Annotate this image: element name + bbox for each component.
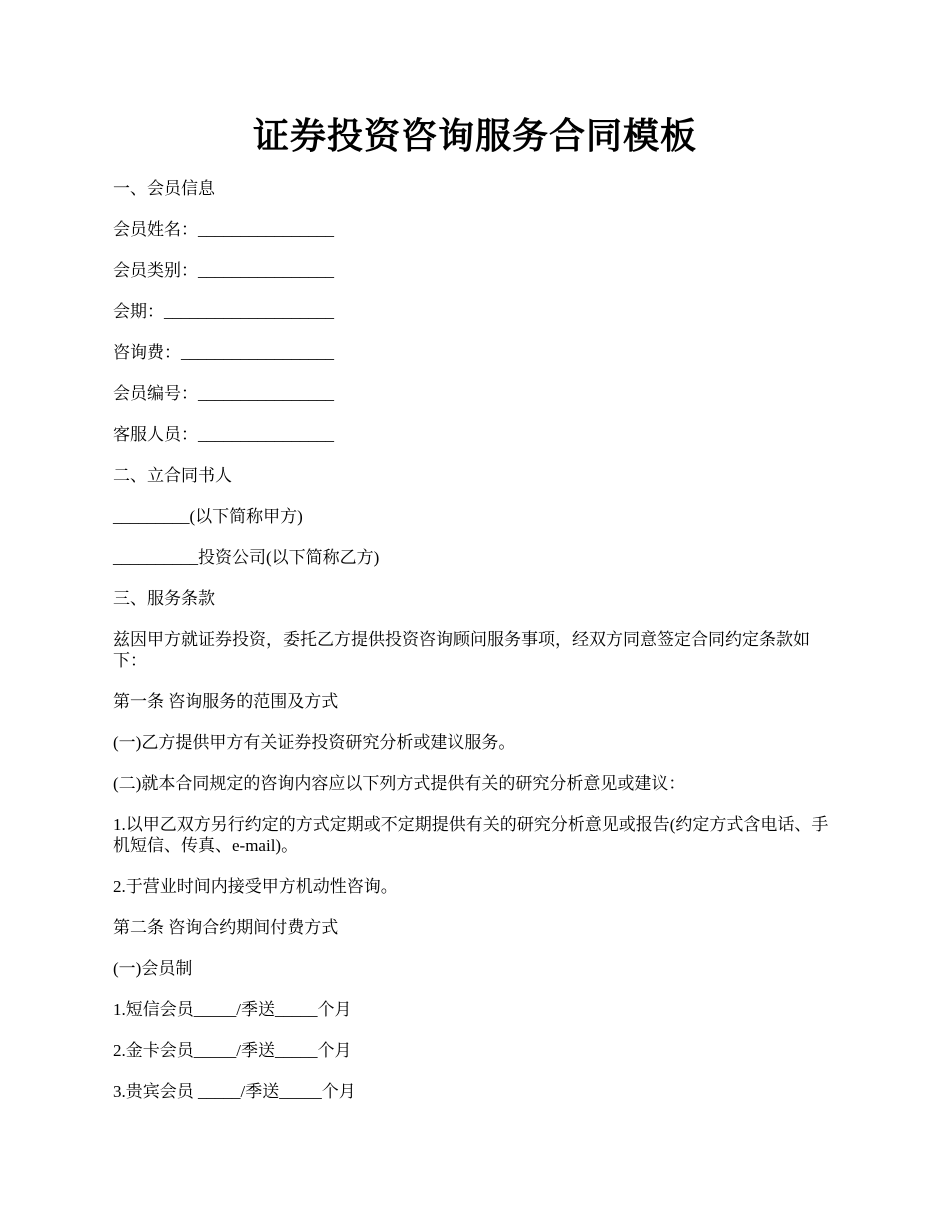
article-1-item-2: (二)就本合同规定的咨询内容应以下列方式提供有关的研究分析意见或建议： <box>113 774 686 793</box>
field-membership-period: 会期：____________________ <box>113 302 334 321</box>
service-terms-intro: 兹因甲方就证券投资，委托乙方提供投资咨询顾问服务事项，经双方同意签定合同约定条款如下： <box>113 630 810 670</box>
article-1-item-2-sub-1: 1.以甲乙双方另行约定的方式定期或不定期提供有关的研究分析意见或报告(约定方式含电话、手机短信、传真、e-mail)。 <box>113 815 829 855</box>
party-a-line: _________(以下简称甲方) <box>113 507 303 526</box>
membership-vip: 3.贵宾会员 _____/季送_____个月 <box>113 1082 356 1101</box>
field-customer-service: 客服人员：________________ <box>113 425 334 444</box>
section-heading-parties: 二、立合同书人 <box>113 466 232 485</box>
article-1-heading: 第一条 咨询服务的范围及方式 <box>113 692 339 711</box>
article-2-heading: 第二条 咨询合约期间付费方式 <box>113 918 339 937</box>
article-1-item-2-sub-2: 2.于营业时间内接受甲方机动性咨询。 <box>113 877 398 896</box>
section-heading-service-terms: 三、服务条款 <box>113 589 215 608</box>
article-1-item-1: (一)乙方提供甲方有关证券投资研究分析或建议服务。 <box>113 733 516 752</box>
membership-sms: 1.短信会员_____/季送_____个月 <box>113 1000 352 1019</box>
article-2-item-1: (一)会员制 <box>113 959 193 978</box>
party-b-line: __________投资公司(以下简称乙方) <box>113 548 380 567</box>
section-heading-member-info: 一、会员信息 <box>113 179 215 198</box>
document-body <box>113 178 843 1122</box>
field-member-category: 会员类别：________________ <box>113 261 334 280</box>
field-member-name: 会员姓名：________________ <box>113 220 334 239</box>
field-consulting-fee: 咨询费：__________________ <box>113 343 334 362</box>
document-title: 证券投资咨询服务合同模板 <box>252 116 697 156</box>
field-member-number: 会员编号：________________ <box>113 384 334 403</box>
membership-gold: 2.金卡会员_____/季送_____个月 <box>113 1041 352 1060</box>
